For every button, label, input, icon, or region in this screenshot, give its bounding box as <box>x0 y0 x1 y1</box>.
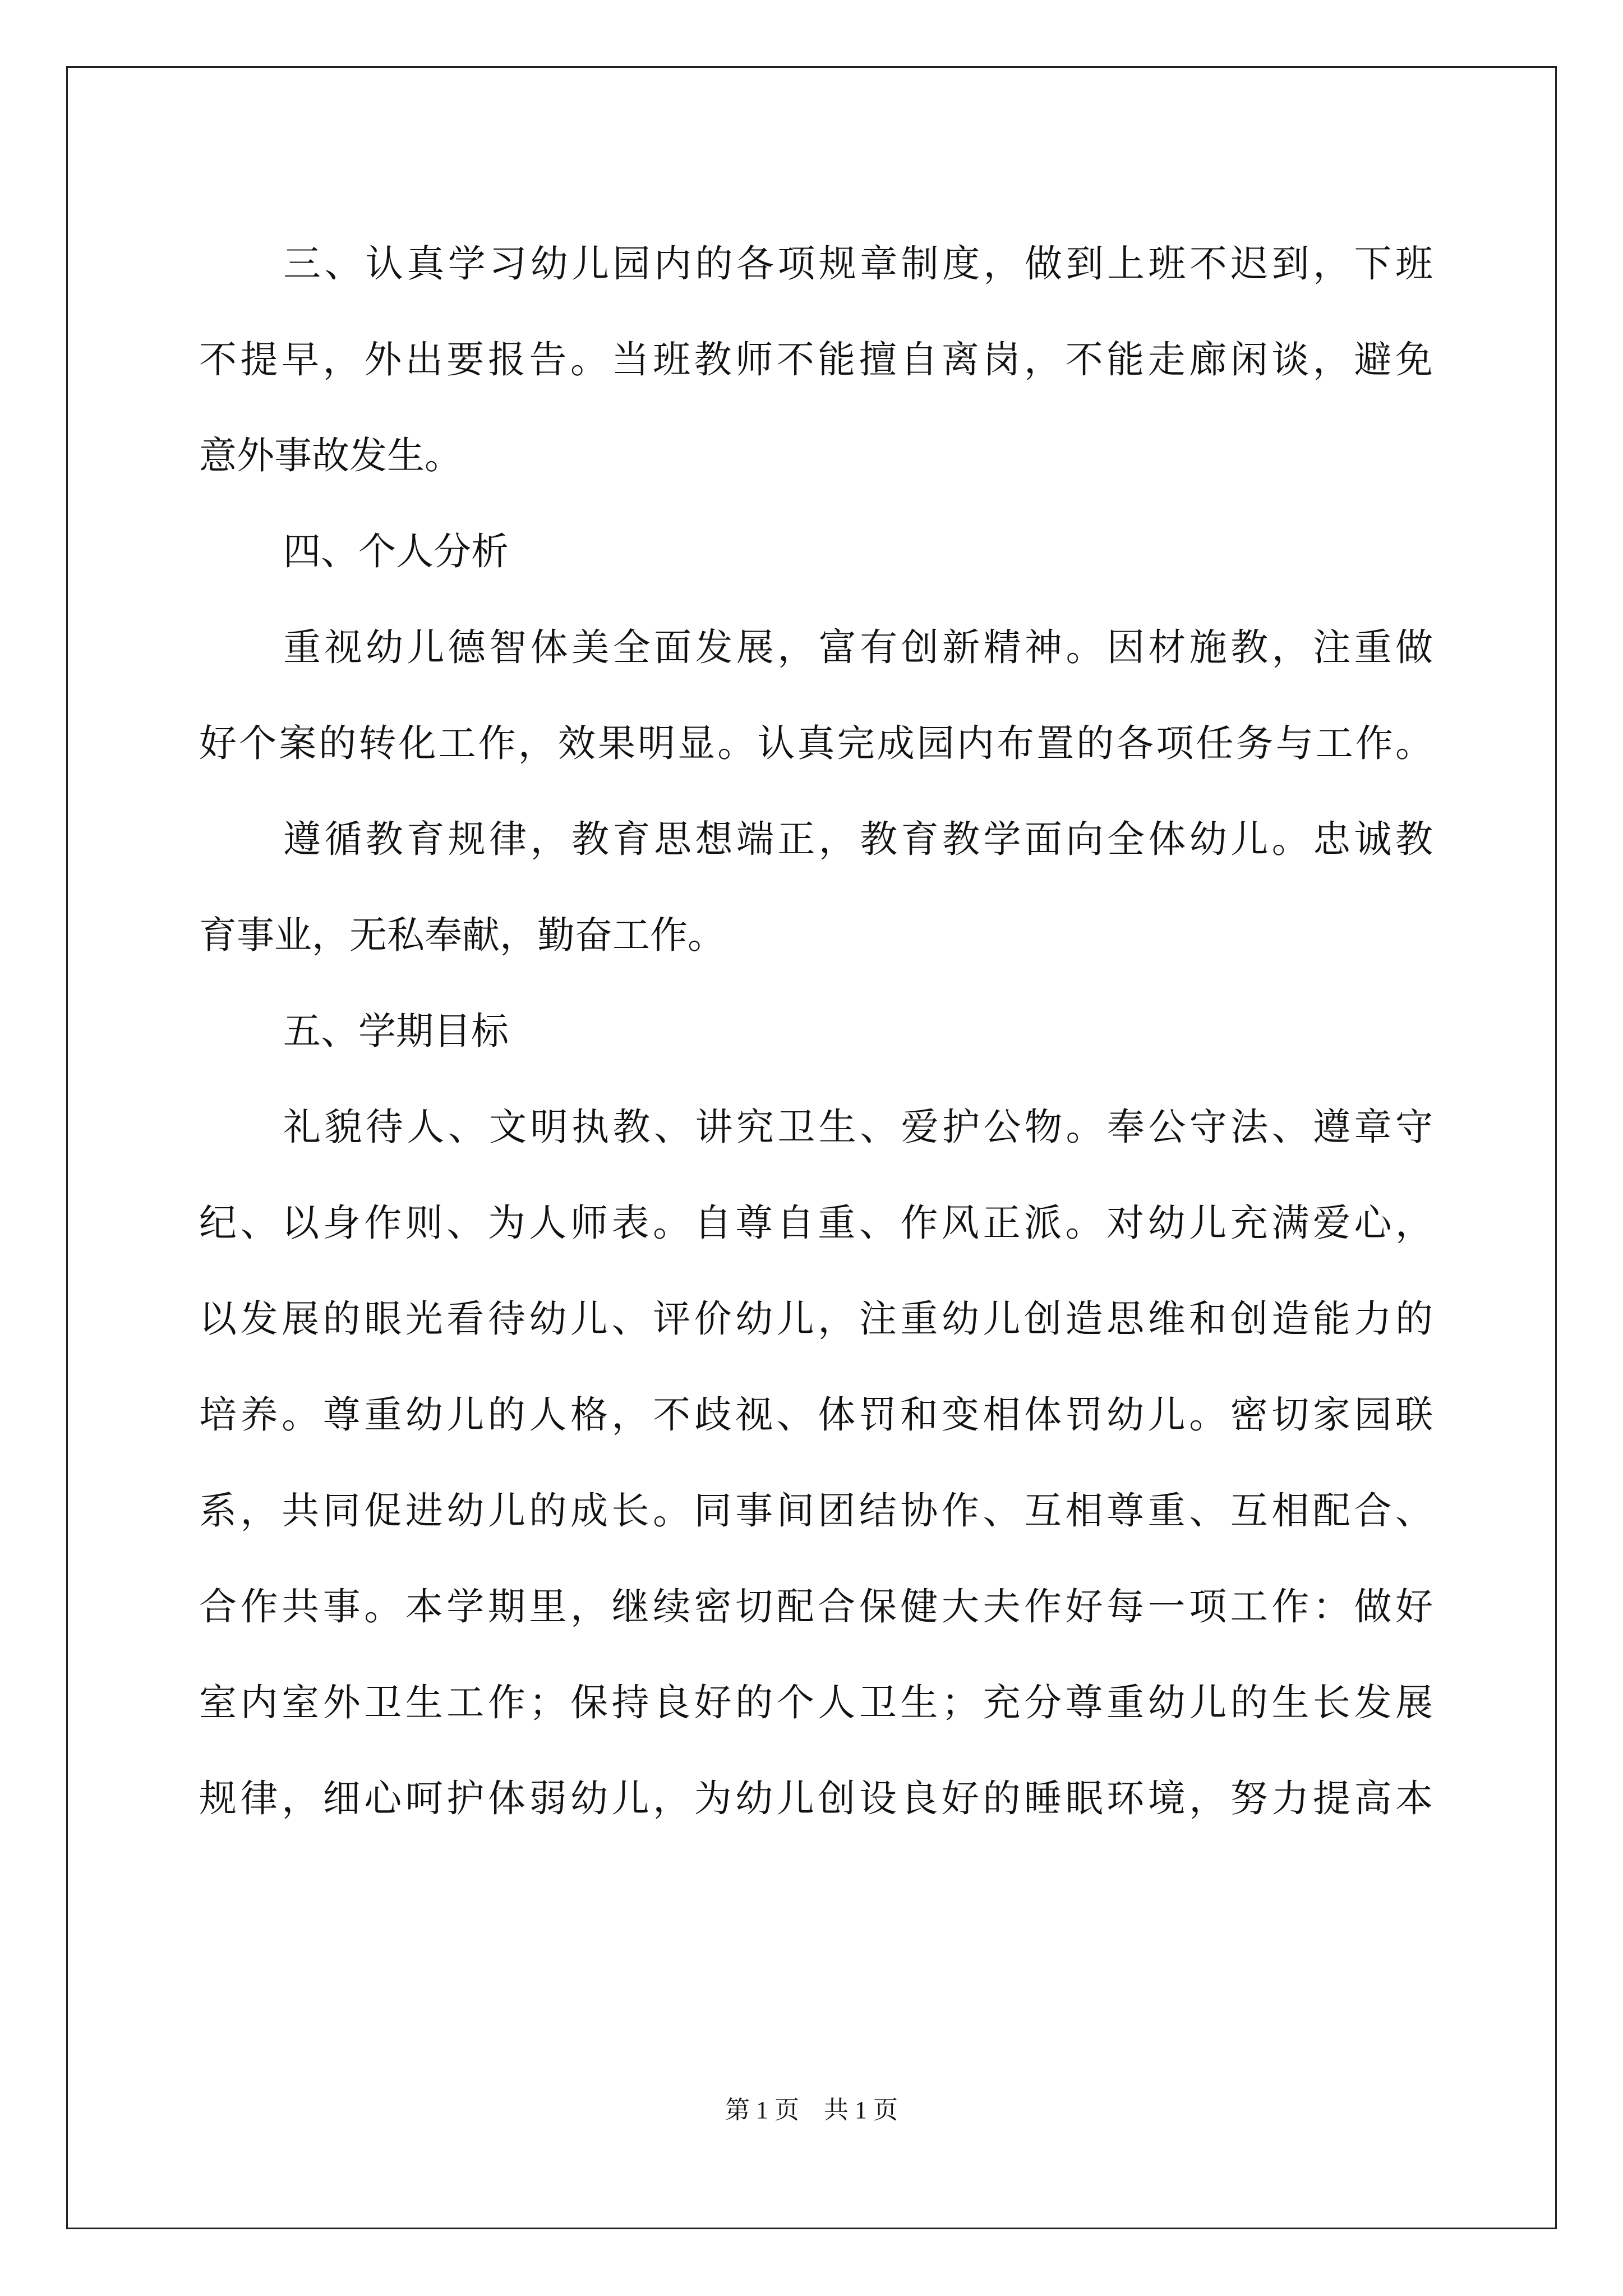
text-line: 纪、以身作则、为人师表。自尊自重、作风正派。对幼儿充满爱心， <box>199 1201 1433 1245</box>
text-line: 好个案的转化工作，效果明显。认真完成园内布置的各项任务与工作。 <box>199 721 1433 765</box>
text-line: 四、个人分析 <box>283 530 509 573</box>
document-body <box>199 216 1433 1847</box>
text-line: 五、学期目标 <box>283 1009 509 1053</box>
text-line: 育事业，无私奉献，勤奋工作。 <box>199 913 725 957</box>
text-line: 合作共事。本学期里，继续密切配合保健大夫作好每一项工作：做好 <box>199 1585 1433 1628</box>
text-line: 以发展的眼光看待幼儿、评价幼儿，注重幼儿创造思维和创造能力的 <box>199 1297 1433 1341</box>
text-line: 不提早，外出要报告。当班教师不能擅自离岗，不能走廊闲谈，避免 <box>199 338 1433 381</box>
text-line: 室内室外卫生工作；保持良好的个人卫生；充分尊重幼儿的生长发展 <box>199 1681 1433 1724</box>
text-line: 重视幼儿德智体美全面发展，富有创新精神。因材施教，注重做 <box>283 625 1433 669</box>
text-line: 规律，细心呵护体弱幼儿，为幼儿创设良好的睡眠环境，努力提高本 <box>199 1777 1433 1820</box>
text-line: 三、认真学习幼儿园内的各项规章制度，做到上班不迟到，下班 <box>283 242 1433 286</box>
text-line: 礼貌待人、文明执教、讲究卫生、爱护公物。奉公守法、遵章守 <box>283 1105 1433 1149</box>
page-footer: 第 1 页 共 1 页 <box>725 2096 898 2124</box>
text-line: 系，共同促进幼儿的成长。同事间团结协作、互相尊重、互相配合、 <box>199 1489 1433 1533</box>
text-line: 意外事故发生。 <box>199 434 462 477</box>
text-line: 培养。尊重幼儿的人格，不歧视、体罚和变相体罚幼儿。密切家园联 <box>199 1393 1433 1437</box>
text-line: 遵循教育规律，教育思想端正，教育教学面向全体幼儿。忠诚教 <box>283 817 1433 861</box>
